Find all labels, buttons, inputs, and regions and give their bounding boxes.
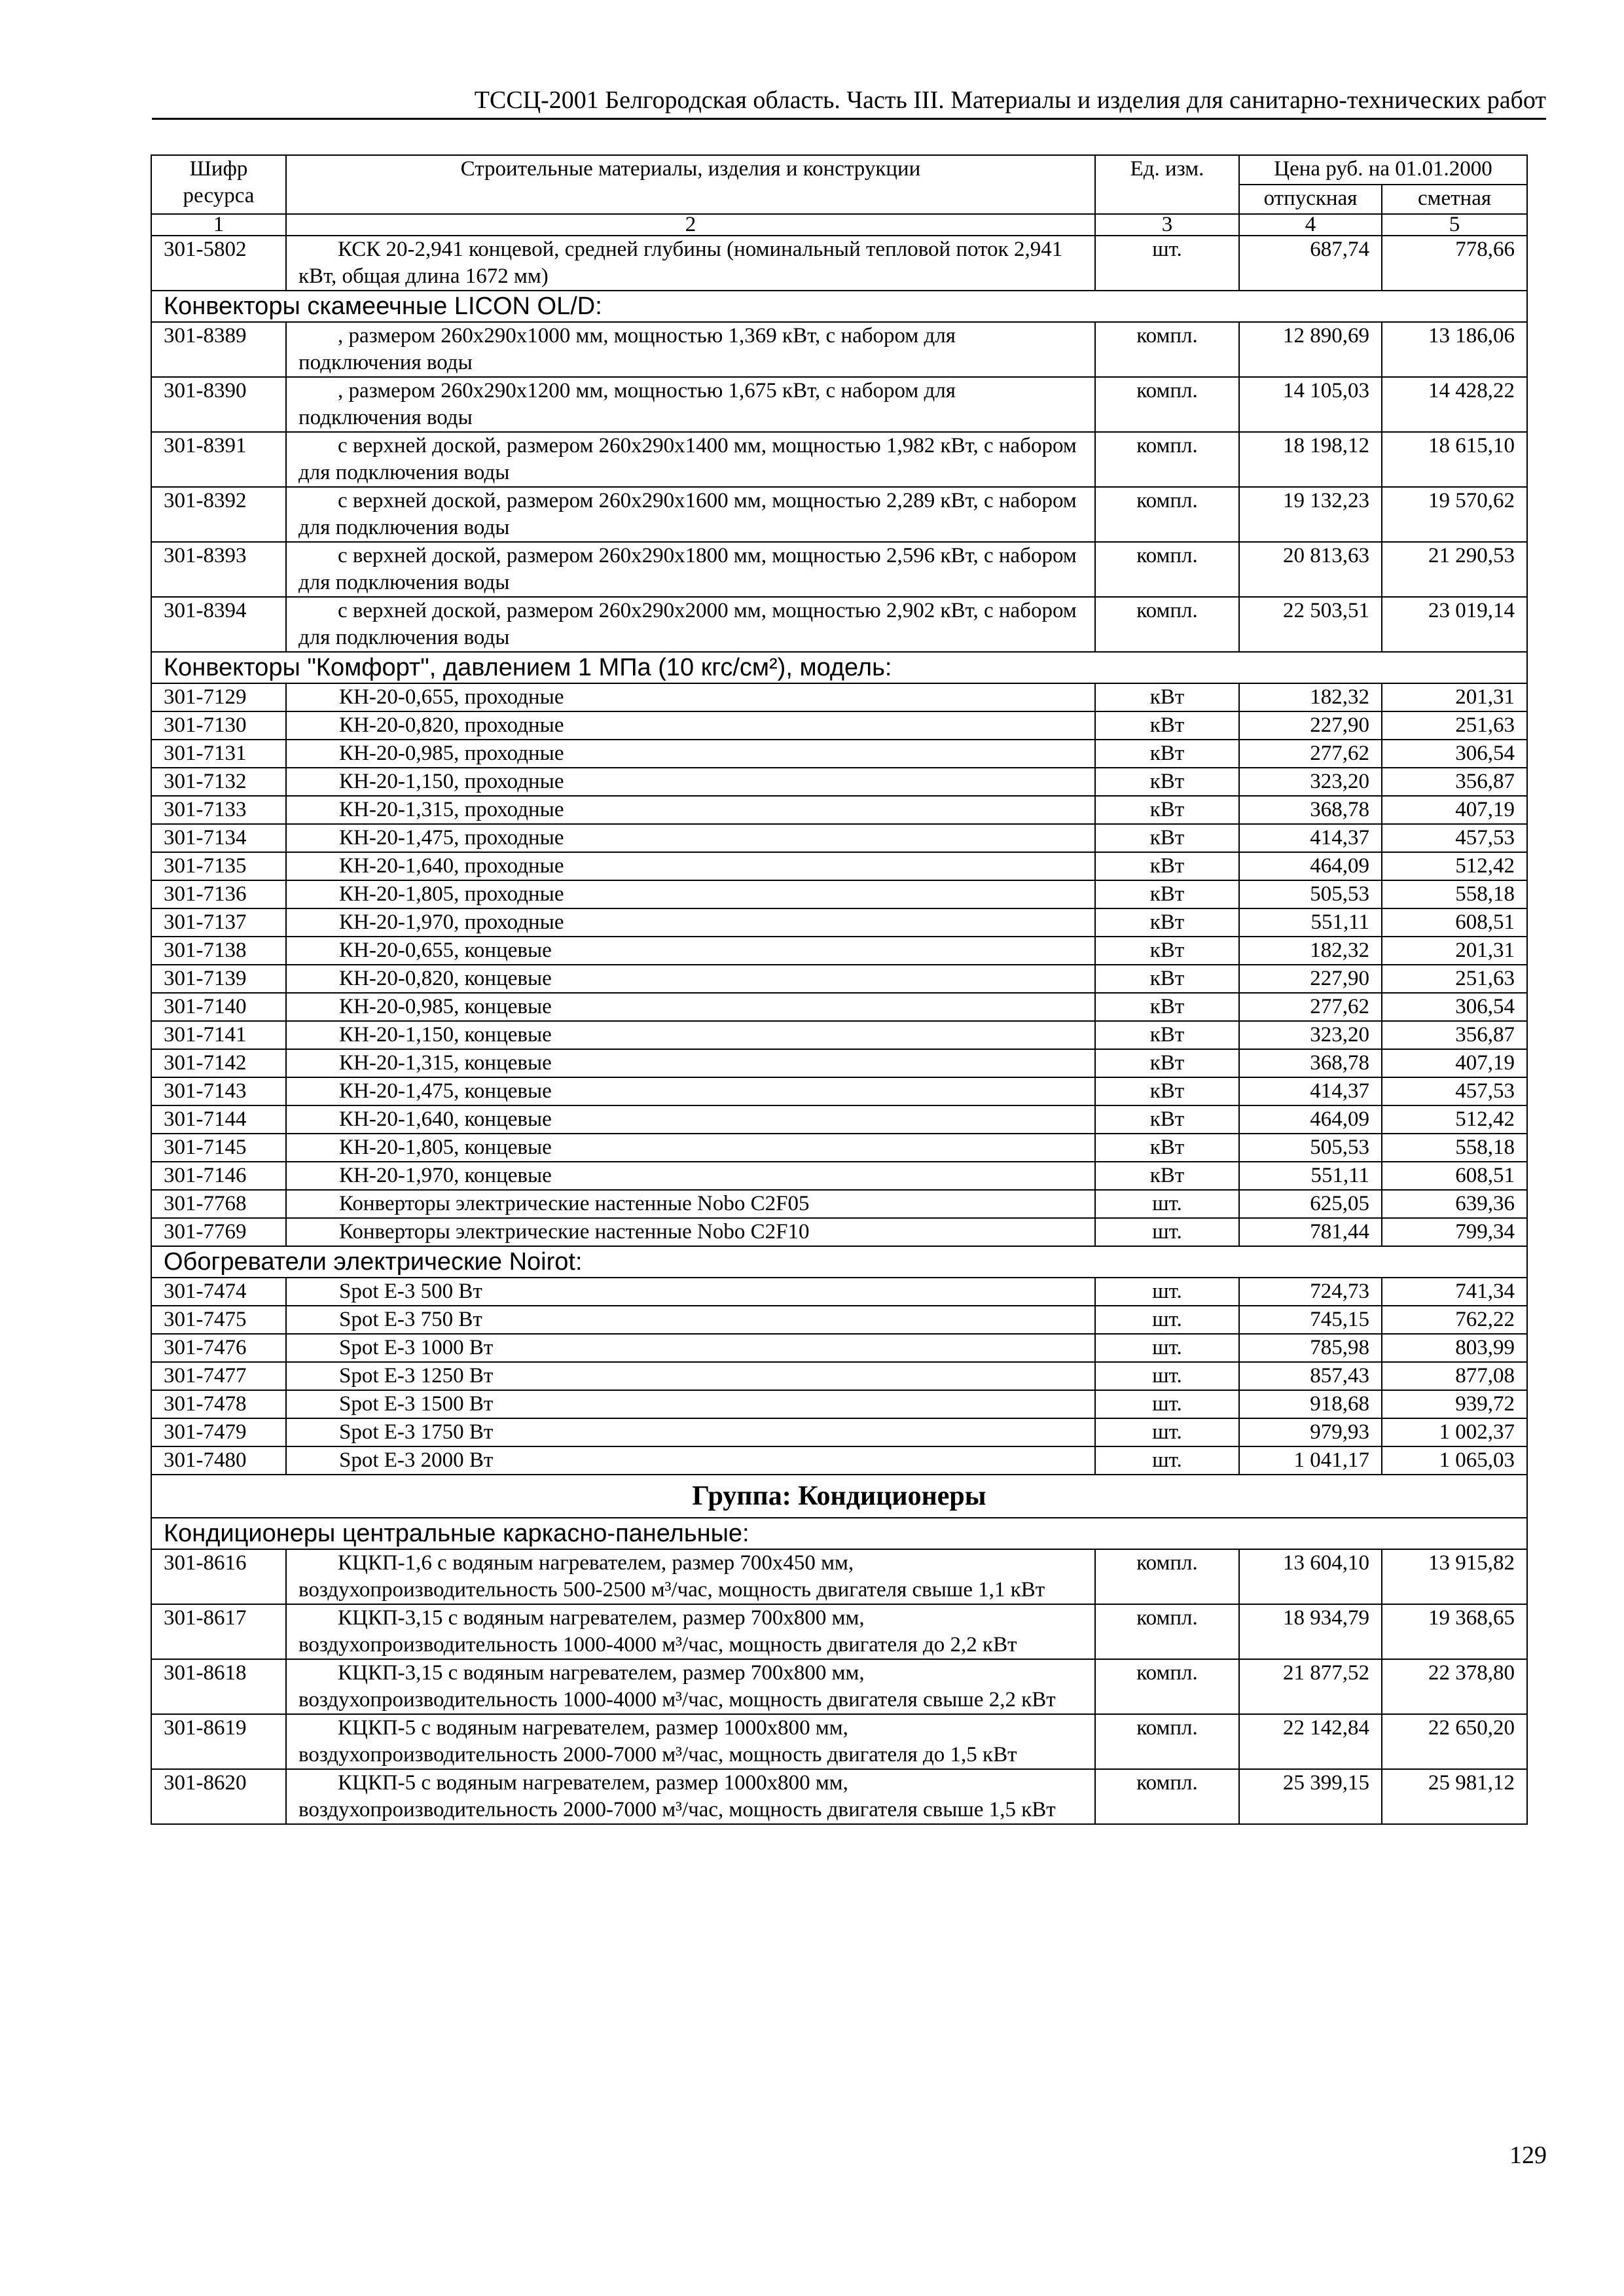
price-release: 781,44: [1239, 1218, 1382, 1246]
price-release: 227,90: [1239, 965, 1382, 993]
price-release: 918,68: [1239, 1390, 1382, 1418]
resource-code: 301-7475: [151, 1306, 286, 1334]
price-estimate: 306,54: [1382, 993, 1527, 1021]
price-release: 21 877,52: [1239, 1659, 1382, 1714]
table-row: [151, 740, 1527, 768]
price-release: 979,93: [1239, 1418, 1382, 1446]
table-row: [151, 1105, 1527, 1134]
price-release: 22 503,51: [1239, 597, 1382, 652]
price-estimate: 803,99: [1382, 1334, 1527, 1362]
table-row: [151, 908, 1527, 937]
resource-code: 301-8390: [151, 377, 286, 432]
material-name: Конверторы электрические настенные Nobo C2F05: [286, 1190, 1095, 1218]
material-name: Spot E-3 1750 Вт: [286, 1418, 1095, 1446]
material-name: КН-20-1,640, концевые: [286, 1105, 1095, 1134]
material-name: Spot E-3 500 Вт: [286, 1278, 1095, 1306]
material-name: [286, 1549, 1095, 1604]
price-release: 182,32: [1239, 937, 1382, 965]
price-estimate: 512,42: [1382, 852, 1527, 880]
table-row: [151, 236, 1527, 291]
resource-code: 301-7768: [151, 1190, 286, 1218]
section-title: Конвекторы "Комфорт", давлением 1 МПа (10 кгс/см²), модель:: [151, 652, 1527, 683]
table-row: [151, 1190, 1527, 1218]
resource-code: 301-7137: [151, 908, 286, 937]
col-index: 1: [151, 214, 286, 236]
col-index: 2: [286, 214, 1095, 236]
table-row: [151, 852, 1527, 880]
resource-code: 301-7139: [151, 965, 286, 993]
price-release: 20 813,63: [1239, 542, 1382, 597]
price-release: 625,05: [1239, 1190, 1382, 1218]
material-name: [286, 487, 1095, 542]
table-row: [151, 597, 1527, 652]
col-header-price-group: Цена руб. на 01.01.2000: [1239, 155, 1527, 185]
resource-code: 301-8392: [151, 487, 286, 542]
material-name: Конверторы электрические настенные Nobo C2F10: [286, 1218, 1095, 1246]
material-name: Spot E-3 1000 Вт: [286, 1334, 1095, 1362]
material-name: [286, 1714, 1095, 1769]
material-name: Spot E-3 2000 Вт: [286, 1446, 1095, 1475]
table-head: [151, 155, 1527, 236]
material-name-text: КЦКП-3,15 с водяным нагревателем, размер 700х800 мм, воздухопроизводительность 1000-4000 м³/час, мощность двигателя до 2,2 кВт: [298, 1606, 1017, 1657]
unit-cell: кВт: [1095, 768, 1239, 796]
table-row: [151, 1659, 1527, 1714]
group-row: [151, 1475, 1527, 1518]
price-release: 12 890,69: [1239, 322, 1382, 377]
unit-cell: кВт: [1095, 1049, 1239, 1077]
table-row: [151, 1362, 1527, 1390]
unit-cell: шт.: [1095, 1306, 1239, 1334]
material-name: КН-20-1,970, проходные: [286, 908, 1095, 937]
price-release: 277,62: [1239, 740, 1382, 768]
table-row: [151, 1446, 1527, 1475]
material-name: [286, 1659, 1095, 1714]
resource-code: 301-8389: [151, 322, 286, 377]
price-estimate: 778,66: [1382, 236, 1527, 291]
unit-cell: кВт: [1095, 683, 1239, 711]
price-release: 277,62: [1239, 993, 1382, 1021]
unit-cell: шт.: [1095, 1218, 1239, 1246]
price-release: 182,32: [1239, 683, 1382, 711]
resource-code: 301-8616: [151, 1549, 286, 1604]
price-release: 14 105,03: [1239, 377, 1382, 432]
resource-code: 301-7142: [151, 1049, 286, 1077]
unit-cell: кВт: [1095, 796, 1239, 824]
table-row: [151, 711, 1527, 740]
unit-cell: кВт: [1095, 908, 1239, 937]
price-estimate: 21 290,53: [1382, 542, 1527, 597]
resource-code: 301-7477: [151, 1362, 286, 1390]
resource-code: 301-7480: [151, 1446, 286, 1475]
unit-cell: шт.: [1095, 236, 1239, 291]
price-release: 505,53: [1239, 880, 1382, 908]
price-estimate: 201,31: [1382, 683, 1527, 711]
unit-cell: компл.: [1095, 1714, 1239, 1769]
price-estimate: 1 002,37: [1382, 1418, 1527, 1446]
unit-cell: компл.: [1095, 542, 1239, 597]
material-name-text: КСК 20-2,941 концевой, средней глубины (номинальный тепловой поток 2,941 кВт, общая длина 1672 мм): [298, 238, 1063, 288]
price-estimate: 13 186,06: [1382, 322, 1527, 377]
unit-cell: шт.: [1095, 1278, 1239, 1306]
price-estimate: 407,19: [1382, 1049, 1527, 1077]
unit-cell: шт.: [1095, 1418, 1239, 1446]
price-estimate: 407,19: [1382, 796, 1527, 824]
resource-code: 301-7145: [151, 1134, 286, 1162]
price-estimate: 19 368,65: [1382, 1604, 1527, 1659]
unit-cell: компл.: [1095, 1549, 1239, 1604]
resource-code: 301-8618: [151, 1659, 286, 1714]
unit-cell: кВт: [1095, 965, 1239, 993]
material-name: [286, 432, 1095, 487]
price-release: 25 399,15: [1239, 1769, 1382, 1824]
unit-cell: кВт: [1095, 937, 1239, 965]
table-row: [151, 1549, 1527, 1604]
material-name: КН-20-1,315, концевые: [286, 1049, 1095, 1077]
material-name: КН-20-0,820, концевые: [286, 965, 1095, 993]
price-estimate: 19 570,62: [1382, 487, 1527, 542]
price-release: 464,09: [1239, 1105, 1382, 1134]
resource-code: 301-7769: [151, 1218, 286, 1246]
material-name: [286, 1769, 1095, 1824]
resource-code: 301-7141: [151, 1021, 286, 1049]
unit-cell: кВт: [1095, 880, 1239, 908]
table-row: [151, 487, 1527, 542]
price-release: 857,43: [1239, 1362, 1382, 1390]
table-body: [151, 236, 1527, 1824]
material-name: [286, 542, 1095, 597]
price-estimate: 457,53: [1382, 1077, 1527, 1105]
resource-code: 301-7476: [151, 1334, 286, 1362]
unit-cell: компл.: [1095, 432, 1239, 487]
unit-cell: компл.: [1095, 377, 1239, 432]
price-estimate: 877,08: [1382, 1362, 1527, 1390]
price-release: 414,37: [1239, 824, 1382, 852]
resource-code: 301-7140: [151, 993, 286, 1021]
resource-code: 301-8391: [151, 432, 286, 487]
unit-cell: компл.: [1095, 597, 1239, 652]
material-name: КН-20-1,640, проходные: [286, 852, 1095, 880]
col-header-release: отпускная: [1239, 185, 1382, 214]
unit-cell: компл.: [1095, 322, 1239, 377]
material-name-text: с верхней доской, размером 260х290х1800 мм, мощностью 2,596 кВт, с набором для подключения воды: [298, 544, 1077, 594]
resource-code: 301-5802: [151, 236, 286, 291]
unit-cell: кВт: [1095, 1105, 1239, 1134]
price-release: 785,98: [1239, 1334, 1382, 1362]
section-title: Кондиционеры центральные каркасно-панельные:: [151, 1518, 1527, 1549]
price-release: 1 041,17: [1239, 1446, 1382, 1475]
section-row: [151, 652, 1527, 683]
unit-cell: шт.: [1095, 1362, 1239, 1390]
resource-code: 301-7136: [151, 880, 286, 908]
table-row: [151, 937, 1527, 965]
unit-cell: компл.: [1095, 1604, 1239, 1659]
material-name-text: , размером 260х290х1000 мм, мощностью 1,369 кВт, с набором для подключения воды: [298, 324, 956, 374]
price-estimate: 1 065,03: [1382, 1446, 1527, 1475]
price-release: 724,73: [1239, 1278, 1382, 1306]
section-row: [151, 1518, 1527, 1549]
material-name-text: КЦКП-5 с водяным нагревателем, размер 1000х800 мм, воздухопроизводительность 2000-7000 м³/час, мощность двигателя до 1,5 кВт: [298, 1716, 1017, 1767]
material-name-text: КЦКП-5 с водяным нагревателем, размер 1000х800 мм, воздухопроизводительность 2000-7000 м³/час, мощность двигателя свыше 1,5 кВт: [298, 1771, 1056, 1821]
price-estimate: 306,54: [1382, 740, 1527, 768]
price-estimate: 356,87: [1382, 768, 1527, 796]
price-release: 368,78: [1239, 796, 1382, 824]
table-row: [151, 965, 1527, 993]
material-name: [286, 377, 1095, 432]
table-row: [151, 1134, 1527, 1162]
material-name-text: , размером 260х290х1200 мм, мощностью 1,675 кВт, с набором для подключения воды: [298, 379, 956, 429]
material-name: Spot E-3 1500 Вт: [286, 1390, 1095, 1418]
resource-code: 301-7132: [151, 768, 286, 796]
col-header-unit: Ед. изм.: [1095, 155, 1239, 214]
col-header-code: Шифр ресурса: [151, 155, 286, 214]
price-release: 227,90: [1239, 711, 1382, 740]
resource-code: 301-7146: [151, 1162, 286, 1190]
price-release: 323,20: [1239, 1021, 1382, 1049]
unit-cell: кВт: [1095, 824, 1239, 852]
table-row: [151, 1306, 1527, 1334]
unit-cell: шт.: [1095, 1390, 1239, 1418]
unit-cell: кВт: [1095, 1134, 1239, 1162]
resource-code: 301-7129: [151, 683, 286, 711]
price-estimate: 558,18: [1382, 1134, 1527, 1162]
price-release: 18 198,12: [1239, 432, 1382, 487]
price-estimate: 22 378,80: [1382, 1659, 1527, 1714]
material-name: КН-20-0,655, концевые: [286, 937, 1095, 965]
price-estimate: 201,31: [1382, 937, 1527, 965]
price-estimate: 512,42: [1382, 1105, 1527, 1134]
price-estimate: 741,34: [1382, 1278, 1527, 1306]
unit-cell: кВт: [1095, 1162, 1239, 1190]
unit-cell: шт.: [1095, 1446, 1239, 1475]
col-header-name: Строительные материалы, изделия и конструкции: [286, 155, 1095, 214]
resource-code: 301-8620: [151, 1769, 286, 1824]
price-estimate: 251,63: [1382, 711, 1527, 740]
material-name: [286, 322, 1095, 377]
price-estimate: 799,34: [1382, 1218, 1527, 1246]
col-index: 3: [1095, 214, 1239, 236]
resource-code: 301-7474: [151, 1278, 286, 1306]
unit-cell: кВт: [1095, 711, 1239, 740]
table-row: [151, 542, 1527, 597]
section-title: Обогреватели электрические Noirot:: [151, 1246, 1527, 1278]
material-name: КН-20-1,475, концевые: [286, 1077, 1095, 1105]
table-row: [151, 1077, 1527, 1105]
unit-cell: компл.: [1095, 1769, 1239, 1824]
unit-cell: кВт: [1095, 852, 1239, 880]
material-name-text: КЦКП-1,6 с водяным нагревателем, размер 700х450 мм, воздухопроизводительность 500-2500 м³/час, мощность двигателя свыше 1,1 кВт: [298, 1551, 1045, 1602]
table-row: [151, 1218, 1527, 1246]
table-row: [151, 1162, 1527, 1190]
price-estimate: 18 615,10: [1382, 432, 1527, 487]
unit-cell: кВт: [1095, 740, 1239, 768]
resource-code: 301-7134: [151, 824, 286, 852]
section-row: [151, 1246, 1527, 1278]
unit-cell: шт.: [1095, 1334, 1239, 1362]
material-name: КН-20-0,985, концевые: [286, 993, 1095, 1021]
price-estimate: 558,18: [1382, 880, 1527, 908]
price-estimate: 762,22: [1382, 1306, 1527, 1334]
price-estimate: 608,51: [1382, 1162, 1527, 1190]
price-estimate: 14 428,22: [1382, 377, 1527, 432]
material-name: КН-20-0,820, проходные: [286, 711, 1095, 740]
table-row: [151, 1418, 1527, 1446]
price-release: 687,74: [1239, 236, 1382, 291]
table-row: [151, 1769, 1527, 1824]
material-name: [286, 1604, 1095, 1659]
unit-cell: кВт: [1095, 1021, 1239, 1049]
table-row: [151, 796, 1527, 824]
page-number: 129: [1509, 2142, 1547, 2169]
col-header-estimate: сметная: [1382, 185, 1527, 214]
material-name: КН-20-1,970, концевые: [286, 1162, 1095, 1190]
price-estimate: 13 915,82: [1382, 1549, 1527, 1604]
price-release: 551,11: [1239, 1162, 1382, 1190]
price-estimate: 251,63: [1382, 965, 1527, 993]
resource-code: 301-7131: [151, 740, 286, 768]
table-row: [151, 432, 1527, 487]
price-release: 464,09: [1239, 852, 1382, 880]
material-name-text: КЦКП-3,15 с водяным нагревателем, размер 700х800 мм, воздухопроизводительность 1000-4000 м³/час, мощность двигателя свыше 2,2 кВт: [298, 1661, 1056, 1712]
resource-code: 301-7138: [151, 937, 286, 965]
col-index: 4: [1239, 214, 1382, 236]
table-row: [151, 768, 1527, 796]
price-release: 505,53: [1239, 1134, 1382, 1162]
price-release: 745,15: [1239, 1306, 1382, 1334]
table-row: [151, 1021, 1527, 1049]
section-title: Конвекторы скамеечные LICON OL/D:: [151, 291, 1527, 322]
material-name: [286, 597, 1095, 652]
table-row: [151, 880, 1527, 908]
resource-code: 301-8617: [151, 1604, 286, 1659]
section-row: [151, 291, 1527, 322]
table-row: [151, 993, 1527, 1021]
price-estimate: 356,87: [1382, 1021, 1527, 1049]
resource-code: 301-7479: [151, 1418, 286, 1446]
page-header: ТССЦ-2001 Белгородская область. Часть III. Материалы и изделия для санитарно-технических работ: [474, 86, 1546, 114]
resource-code: 301-8394: [151, 597, 286, 652]
price-estimate: 939,72: [1382, 1390, 1527, 1418]
price-release: 13 604,10: [1239, 1549, 1382, 1604]
price-release: 323,20: [1239, 768, 1382, 796]
price-release: 18 934,79: [1239, 1604, 1382, 1659]
material-name: КН-20-1,805, концевые: [286, 1134, 1095, 1162]
table-row: [151, 1049, 1527, 1077]
price-estimate: 25 981,12: [1382, 1769, 1527, 1824]
material-name: КН-20-0,985, проходные: [286, 740, 1095, 768]
group-title: Группа: Кондиционеры: [151, 1475, 1527, 1518]
material-name-text: с верхней доской, размером 260х290х2000 мм, мощностью 2,902 кВт, с набором для подключения воды: [298, 599, 1077, 649]
material-name: КН-20-1,150, проходные: [286, 768, 1095, 796]
table-row: [151, 1390, 1527, 1418]
price-release: 19 132,23: [1239, 487, 1382, 542]
price-release: 414,37: [1239, 1077, 1382, 1105]
material-name: [286, 236, 1095, 291]
table-row: [151, 1334, 1527, 1362]
material-name: КН-20-1,315, проходные: [286, 796, 1095, 824]
material-name: КН-20-0,655, проходные: [286, 683, 1095, 711]
table-row: [151, 683, 1527, 711]
price-release: 368,78: [1239, 1049, 1382, 1077]
table-row: [151, 824, 1527, 852]
price-estimate: 23 019,14: [1382, 597, 1527, 652]
material-name-text: с верхней доской, размером 260х290х1400 мм, мощностью 1,982 кВт, с набором для подключения воды: [298, 434, 1077, 484]
material-name: КН-20-1,805, проходные: [286, 880, 1095, 908]
price-estimate: 639,36: [1382, 1190, 1527, 1218]
unit-cell: компл.: [1095, 1659, 1239, 1714]
resource-code: 301-7143: [151, 1077, 286, 1105]
table-row: [151, 322, 1527, 377]
resource-code: 301-8393: [151, 542, 286, 597]
resource-code: 301-7135: [151, 852, 286, 880]
unit-cell: шт.: [1095, 1190, 1239, 1218]
table-row: [151, 1604, 1527, 1659]
table-row: [151, 377, 1527, 432]
resource-code: 301-8619: [151, 1714, 286, 1769]
price-table: [151, 154, 1528, 1825]
header-rule: [152, 118, 1546, 120]
table-row: [151, 1714, 1527, 1769]
material-name: КН-20-1,475, проходные: [286, 824, 1095, 852]
unit-cell: компл.: [1095, 487, 1239, 542]
material-name-text: с верхней доской, размером 260х290х1600 мм, мощностью 2,289 кВт, с набором для подключения воды: [298, 489, 1077, 539]
material-name: Spot E-3 1250 Вт: [286, 1362, 1095, 1390]
material-name: КН-20-1,150, концевые: [286, 1021, 1095, 1049]
unit-cell: кВт: [1095, 1077, 1239, 1105]
resource-code: 301-7133: [151, 796, 286, 824]
resource-code: 301-7144: [151, 1105, 286, 1134]
table-row: [151, 1278, 1527, 1306]
price-release: 551,11: [1239, 908, 1382, 937]
price-estimate: 22 650,20: [1382, 1714, 1527, 1769]
unit-cell: кВт: [1095, 993, 1239, 1021]
material-name: Spot E-3 750 Вт: [286, 1306, 1095, 1334]
price-release: 22 142,84: [1239, 1714, 1382, 1769]
col-index: 5: [1382, 214, 1527, 236]
price-estimate: 608,51: [1382, 908, 1527, 937]
resource-code: 301-7130: [151, 711, 286, 740]
resource-code: 301-7478: [151, 1390, 286, 1418]
price-estimate: 457,53: [1382, 824, 1527, 852]
